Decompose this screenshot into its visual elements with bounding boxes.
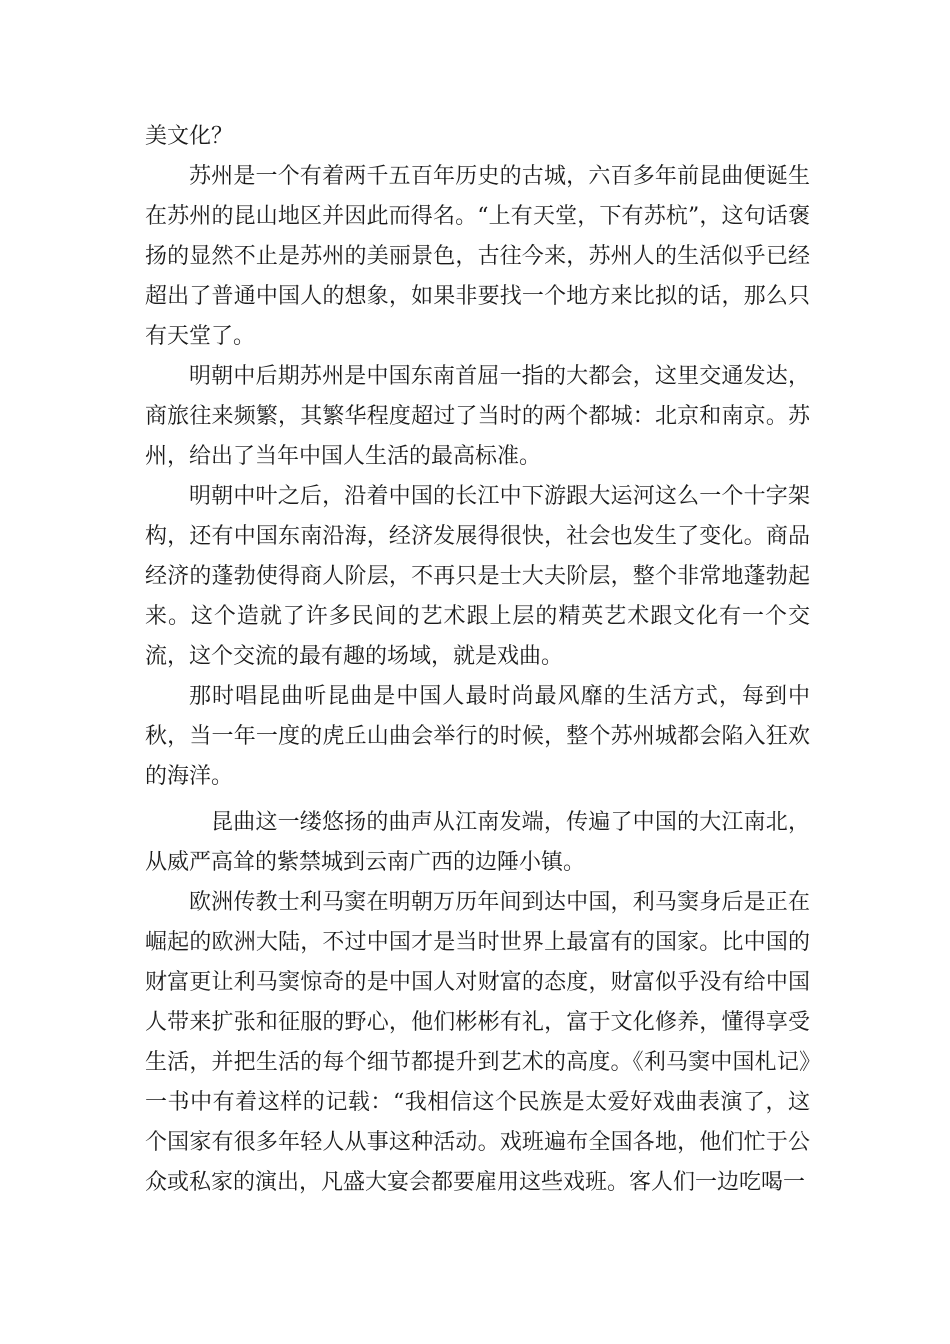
- document-body: [145, 117, 810, 1203]
- paragraph-ming-economy: 明朝中叶之后，沿着中国的长江中下游跟大运河这么一个十字架构，还有中国东南沿海，经济发展得很快，社会也发生了变化。商品经济的蓬勃使得商人阶层，不再只是士大夫阶层，整个非常地蓬勃起来。这个造就了许多民间的艺术跟上层的精英艺术跟文化有一个交流，这个交流的最有趣的场域，就是戏曲。: [145, 484, 810, 669]
- paragraph-ricci: 欧洲传教士利马窦在明朝万历年间到达中国，利马窦身后是正在崛起的欧洲大陆，不过中国才是当时世界上最富有的国家。比中国的财富更让利马窦惊奇的是中国人对财富的态度，财富似乎没有给中国人带来扩张和征服的野心，他们彬彬有礼，富于文化修养，懂得享受生活，并把生活的每个细节都提升到艺术的高度。《利马窦中国札记》一书中有着这样的记载：“我相信这个民族是太爱好戏曲表演了，这个国家有很多年轻人从事这种活动。戏班遍布全国各地，他们忙于公众或私家的演出，凡盛大宴会都要雇用这些戏班。客人们一边吃喝一: [145, 890, 810, 1195]
- paragraph-kunqu-fashion: 那时唱昆曲听昆曲是中国人最时尚最风靡的生活方式，每到中秋，当一年一度的虎丘山曲会举行的时候，整个苏州城都会陷入狂欢的海洋。: [145, 684, 810, 789]
- paragraph-continuation: 美文化？: [145, 124, 234, 149]
- paragraph-suzhou-history: 苏州是一个有着两千五百年历史的古城，六百多年前昆曲便诞生在苏州的昆山地区并因此而得名。“上有天堂，下有苏杭”，这句话褒扬的显然不止是苏州的美丽景色，古往今来，苏州人的生活似乎已经超出了普通中国人的想象，如果非要找一个地方来比拟的话，那么只有天堂了。: [145, 164, 810, 349]
- paragraph-ming-metropolis: 明朝中后期苏州是中国东南首屈一指的大都会，这里交通发达，商旅往来频繁，其繁华程度超过了当时的两个都城：北京和南京。苏州，给出了当年中国人生活的最高标准。: [145, 364, 810, 469]
- paragraph-kunqu-spread: 昆曲这一缕悠扬的曲声从江南发端，传遍了中国的大江南北，从威严高耸的紫禁城到云南广西的边陲小镇。: [145, 810, 810, 875]
